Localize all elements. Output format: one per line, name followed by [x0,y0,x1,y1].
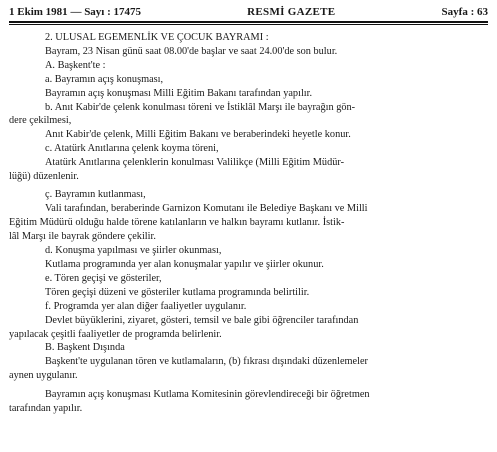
item-heading: e. Tören geçişi ve gösteriler, [45,272,162,284]
header-issue: Sayı : 17475 [84,6,142,18]
header-page-number: Sayfa : 63 [441,6,488,18]
document-body [9,31,488,415]
header-date: 1 Ekim 1981 [9,6,68,18]
section-heading: 2. ULUSAL EGEMENLİK VE ÇOCUK BAYRAMI : [45,32,269,43]
header-dash: — [70,6,82,18]
body-line: Devlet büyüklerini, ziyaret, gösteri, temsil ve bale gibi öğrenciler tarafından [45,314,359,326]
subsection-heading: B. Başkent Dışında [45,342,125,354]
page-header [9,6,488,19]
body-line-continued: tarafından yapılır. [9,402,83,414]
item-heading: b. Anıt Kabir'de çelenk konulması töreni ve İstiklâl Marşı ile bayrağın gön- [45,101,356,113]
body-line-continued: yapılacak çeşitli faaliyetler de programda belirlenir. [9,328,222,340]
body-line: Tören geçişi düzeni ve gösteriler kutlama programında belirtilir. [45,286,310,298]
subsection-heading: A. Başkent'te : [45,59,106,71]
header-rule [9,21,488,25]
body-line: Kutlama programında yer alan konuşmalar yapılır ve şiirler okunur. [45,259,324,270]
body-line-continued: Eğitim Müdürü olduğu halde törene katılanların ve halkın bayramı kutlanır. İstik- [9,217,345,229]
body-line: Başkent'te uygulanan tören ve kutlamaların, (b) fıkrası dışındaki düzenlemeler [45,356,368,368]
body-line: Bayram, 23 Nisan günü saat 08.00'de başlar ve saat 24.00'de son bulur. [45,45,338,57]
masthead-title: RESMİ GAZETE [247,6,336,18]
body-line-continued: lüğü) düzenlenir. [9,171,79,183]
body-line: Bayramın açış konuşması Kutlama Komitesinin görevlendireceği bir öğretmen [45,388,370,400]
body-line-continued: aynen uygulanır. [9,370,78,382]
item-heading: d. Konuşma yapılması ve şiirler okunması, [45,245,222,257]
body-line: Bayramın açış konuşması Milli Eğitim Bakanı tarafından yapılır. [45,87,313,99]
header-left [9,6,141,19]
body-line-continued: lâl Marşı ile bayrak göndere çekilir. [9,231,156,243]
item-heading: ç. Bayramın kutlanması, [45,189,146,201]
body-line: Vali tarafından, beraberinde Garnizon Komutanı ile Belediye Başkanı ve Milli [45,203,368,215]
item-heading-continued: dere çekilmesi, [9,115,72,127]
body-line: Anıt Kabir'de çelenk, Milli Eğitim Bakanı ve beraberindeki heyetle konur. [45,129,351,141]
item-heading: f. Programda yer alan diğer faaliyetler uygulanır. [45,300,247,312]
item-heading: c. Atatürk Anıtlarına çelenk koyma töreni, [45,143,219,155]
item-heading: a. Bayramın açış konuşması, [45,73,164,85]
body-line: Atatürk Anıtlarına çelenklerin konulması Valilikçe (Milli Eğitim Müdür- [45,157,345,169]
